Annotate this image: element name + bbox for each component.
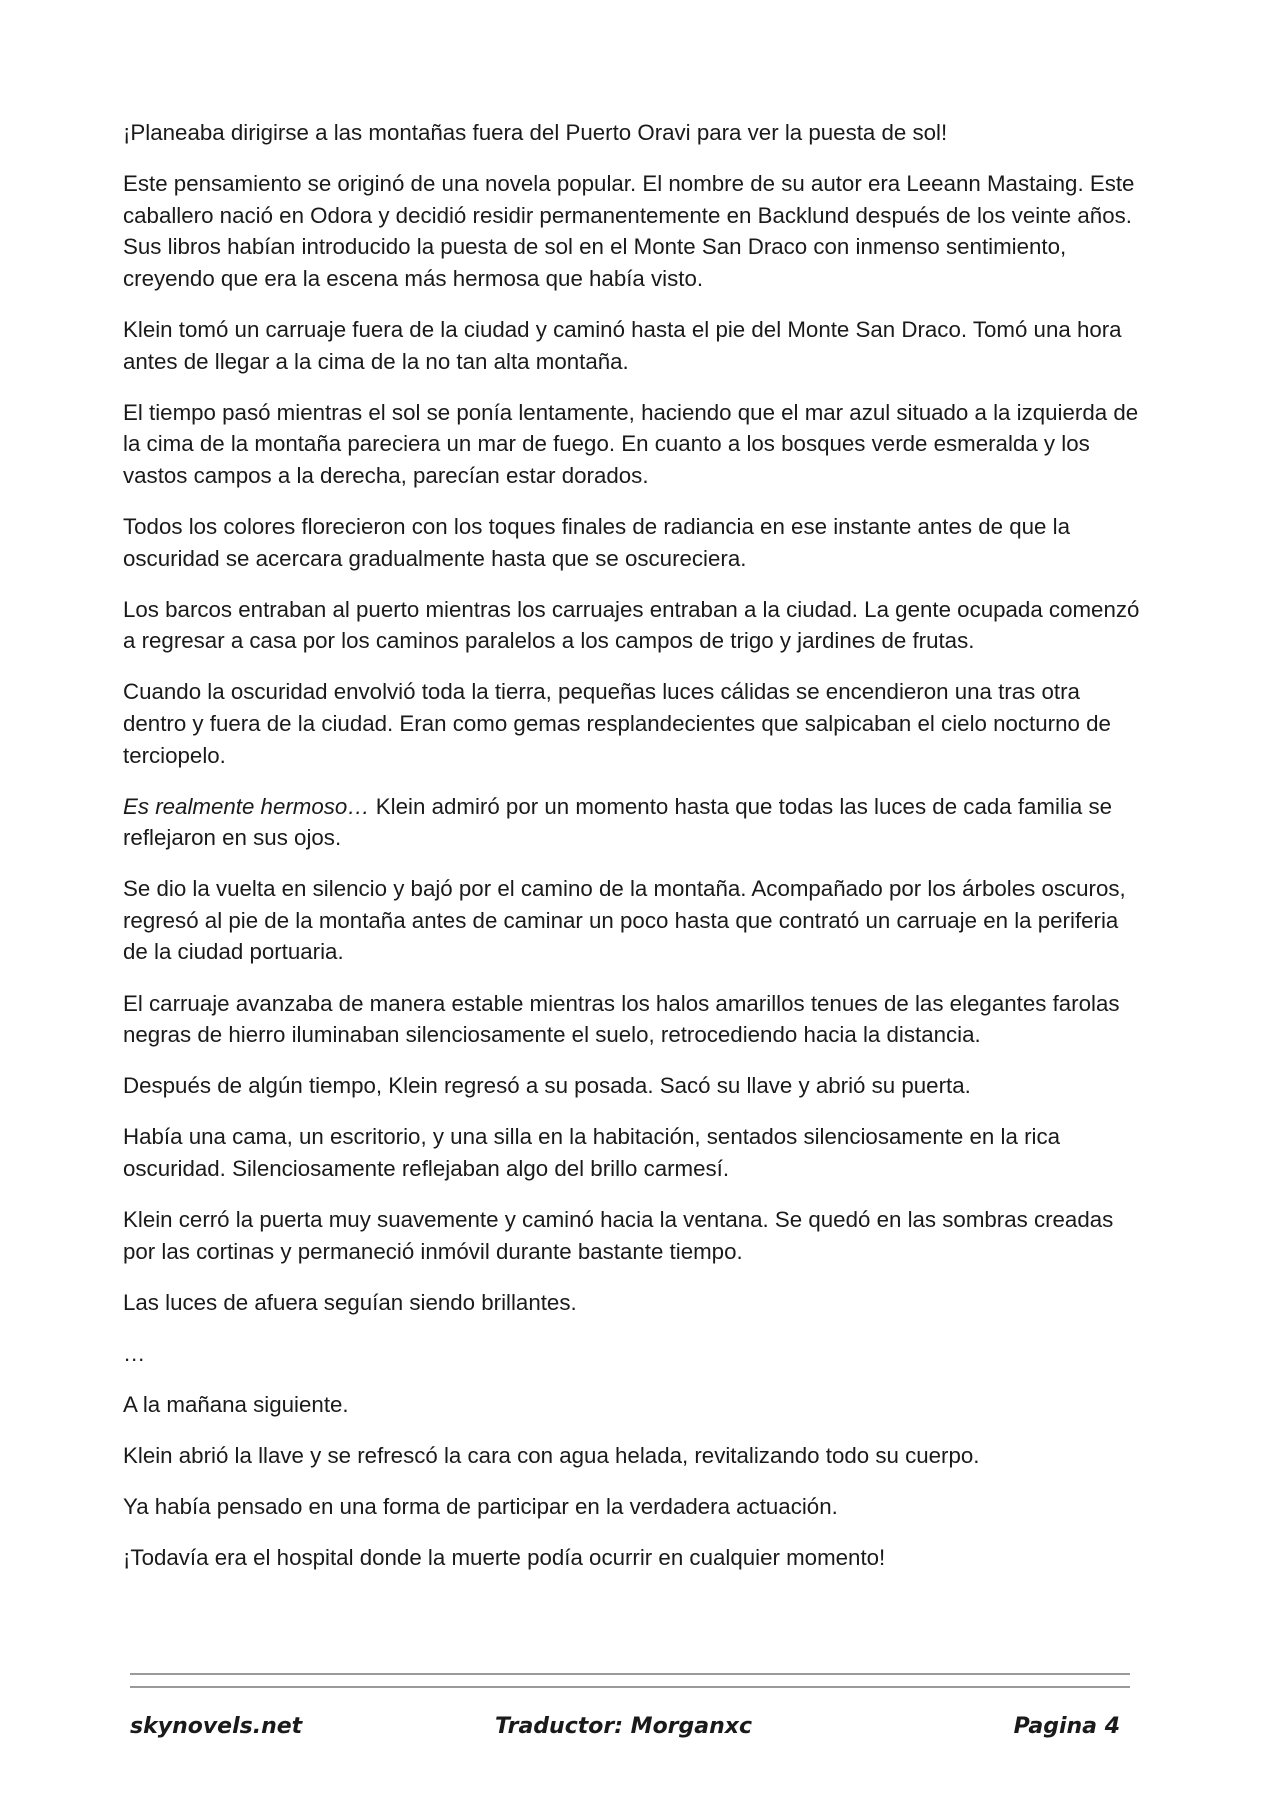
paragraph-9: Se dio la vuelta en silencio y bajó por el camino de la montaña. Acompañado por los árboles oscuros, regresó al pie de la montaña antes de caminar un poco hasta que contrató un carruaje en la periferia de la ciudad portuaria.: [123, 876, 1126, 965]
paragraph-19: ¡Todavía era el hospital donde la muerte podía ocurrir en cualquier momento!: [123, 1545, 886, 1571]
paragraph-7: Cuando la oscuridad envolvió toda la tierra, pequeñas luces cálidas se encendieron una tras otra dentro y fuera de la ciudad. Eran como gemas resplandecientes que salpicaban el cielo nocturno de terciopelo.: [123, 679, 1111, 768]
paragraph-18: Ya había pensado en una forma de participar en la verdadera actuación.: [123, 1494, 838, 1520]
paragraph-8-italic: Es realmente hermoso…: [123, 793, 370, 819]
paragraph-11: Después de algún tiempo, Klein regresó a su posada. Sacó su llave y abrió su puerta.: [123, 1073, 971, 1099]
paragraph-5: Todos los colores florecieron con los toques finales de radiancia en ese instante antes de que la oscuridad se acercara gradualmente hasta que se oscureciera.: [123, 513, 1070, 571]
paragraph-15-ellipsis: …: [123, 1340, 146, 1366]
footer-page-number: Pagina 4: [1013, 1714, 1120, 1739]
paragraph-1: ¡Planeaba dirigirse a las montañas fuera del Puerto Oravi para ver la puesta de sol!: [123, 120, 948, 145]
paragraph-12: Había una cama, un escritorio, y una silla en la habitación, sentados silenciosamente en la rica oscuridad. Silenciosamente reflejaban algo del brillo carmesí.: [123, 1124, 1061, 1181]
footer-rule-bottom: [130, 1686, 1130, 1688]
paragraph-17: Klein abrió la llave y se refrescó la cara con agua helada, revitalizando todo su cuerpo.: [123, 1443, 980, 1468]
paragraph-14: Las luces de afuera seguían siendo brillantes.: [123, 1289, 577, 1315]
page-body: [123, 117, 1143, 1593]
footer-rule-top: [130, 1673, 1130, 1675]
paragraph-6: Los barcos entraban al puerto mientras los carruajes entraban a la ciudad. La gente ocupada comenzó a regresar a casa por los caminos paralelos a los campos de trigo y jardines de frutas.: [123, 596, 1140, 654]
paragraph-3: Klein tomó un carruaje fuera de la ciudad y caminó hasta el pie del Monte San Draco. Tomó una hora antes de llegar a la cima de la no tan alta montaña.: [123, 316, 1122, 374]
paragraph-4: El tiempo pasó mientras el sol se ponía lentamente, haciendo que el mar azul situado a la izquierda de la cima de la montaña pareciera un mar de fuego. En cuanto a los bosques verde esmeralda y los vastos campos a la derecha, parecían estar dorados.: [123, 399, 1139, 488]
paragraph-10: El carruaje avanzaba de manera estable mientras los halos amarillos tenues de las elegantes farolas negras de hierro iluminaban silenciosamente el suelo, retrocediendo hacia la distancia.: [123, 990, 1120, 1048]
paragraph-13: Klein cerró la puerta muy suavemente y caminó hacia la ventana. Se quedó en las sombras creadas por las cortinas y permaneció inmóvil durante bastante tiempo.: [123, 1207, 1114, 1264]
paragraph-2: Este pensamiento se originó de una novela popular. El nombre de su autor era Leeann Mastaing. Este caballero nació en Odora y decidió residir permanentemente en Backlund después de los veinte años. Sus libros habían introducido la puesta de sol en el Monte San Draco con inmenso sentimiento, creyendo que era la escena más hermosa que había visto.: [123, 171, 1135, 291]
paragraph-8-text: Klein admiró por un momento hasta que todas las luces de cada familia se reflejaron en sus ojos.: [123, 793, 1113, 851]
paragraph-16: A la mañana siguiente.: [123, 1391, 349, 1417]
paragraph-8: [123, 791, 1143, 854]
page-footer: [130, 1714, 1130, 1750]
footer-site: skynovels.net: [130, 1714, 303, 1739]
footer-translator: Traductor: Morganxc: [495, 1714, 753, 1739]
